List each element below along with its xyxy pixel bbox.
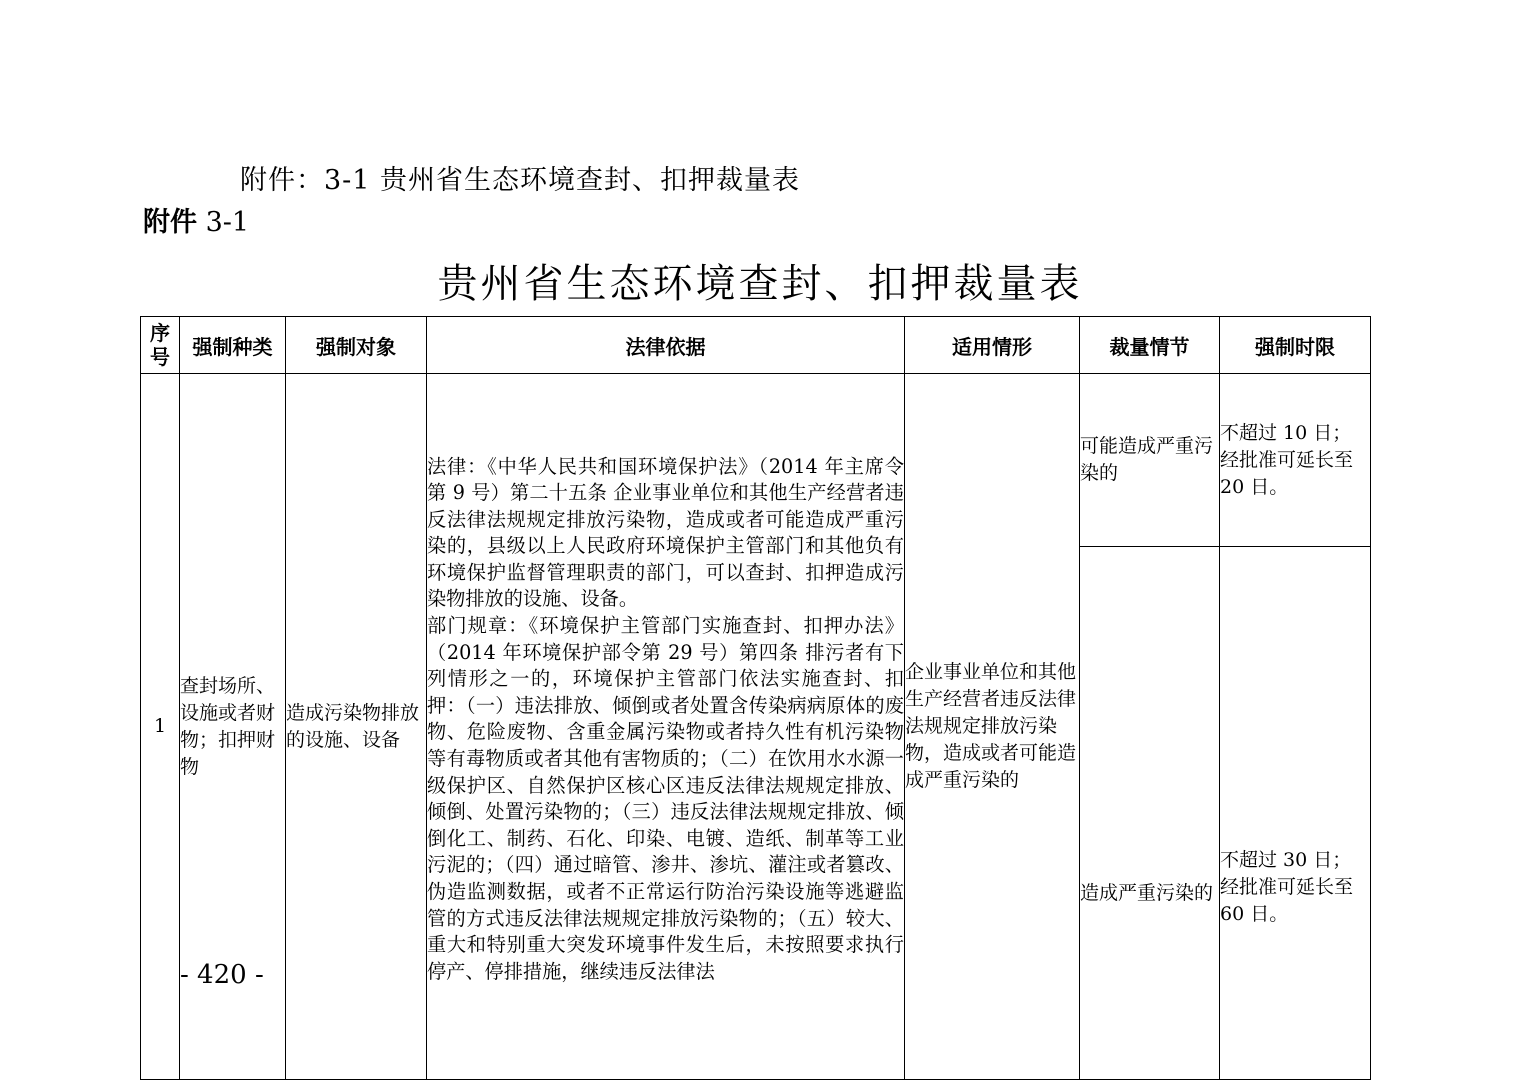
header-type: 强制种类 — [180, 317, 286, 374]
row-seq: 1 — [141, 374, 180, 1080]
legal-basis-regulation: 部门规章：《环境保护主管部门实施查封、扣押办法》（2014 年环境保护部令第 29 号）第四条 排污者有下列情形之一的，环境保护主管部门依法实施查封、扣押：（一）违法排放、倾倒或者处置含传染病病原体的废物、危险废物、含重金属污染物或者持久性有机污染物等有毒物质或者其他有害物质的；（二）在饮用水水源一级保护区、自然保护区核心区违反法律法规规定排放、倾倒、处置污染物的；（三）违反法律法规规定排放、倾倒化工、制药、石化、印染、电镀、造纸、制革等工业污泥的；（四）通过暗管、渗井、渗坑、灌注或者篡改、伪造监测数据，或者不正常运行防治污染设施等逃避监管的方式违反法律法规规定排放污染物的；（五）较大、重大和特别重大突发环境事件发生后，未按照要求执行停产、停排措施，继续违反法律法 — [427, 614, 904, 983]
header-situation: 适用情形 — [905, 317, 1080, 374]
page-number: - 420 - — [180, 960, 264, 990]
annex-label-bold: 附件 — [143, 207, 197, 238]
attachment-header-line: 附件：3-1 贵州省生态环境查封、扣押裁量表 — [240, 165, 801, 196]
time-limit-1: 不超过 10 日；经批准可延长至 20 日。 — [1220, 374, 1371, 547]
table-row — [141, 374, 1371, 547]
header-object: 强制对象 — [286, 317, 427, 374]
document-title: 贵州省生态环境查封、扣押裁量表 — [437, 261, 1083, 307]
circumstance-1: 可能造成严重污染的 — [1080, 374, 1220, 547]
header-time-limit: 强制时限 — [1220, 317, 1371, 374]
annex-label — [143, 200, 249, 239]
row-type: 查封场所、设施或者财物；扣押财物 — [180, 374, 286, 1080]
legal-basis-law: 法律：《中华人民共和国环境保护法》（2014 年主席令第 9 号）第二十五条 企业事业单位和其他生产经营者违反法律法规规定排放污染物，造成或者可能造成严重污染的，县级以上人民政府环境保护主管部门和其他负有环境保护监督管理职责的部门，可以查封、扣押造成污染物排放的设施、设备。 — [427, 454, 904, 611]
table-header-row — [141, 317, 1371, 374]
row-situation: 企业事业单位和其他生产经营者违反法律法规规定排放污染物，造成或者可能造成严重污染的 — [905, 374, 1080, 1080]
row-object: 造成污染物排放的设施、设备 — [286, 374, 427, 1080]
row-legal-basis — [427, 374, 905, 1080]
annex-label-number: 3-1 — [205, 207, 250, 238]
time-limit-2: 不超过 30 日；经批准可延长至 60 日。 — [1220, 547, 1371, 1080]
header-seq: 序号 — [141, 317, 180, 374]
circumstance-2: 造成严重污染的 — [1080, 547, 1220, 1080]
header-basis: 法律依据 — [427, 317, 905, 374]
discretion-table — [140, 316, 1371, 1080]
header-circumstance: 裁量情节 — [1080, 317, 1220, 374]
